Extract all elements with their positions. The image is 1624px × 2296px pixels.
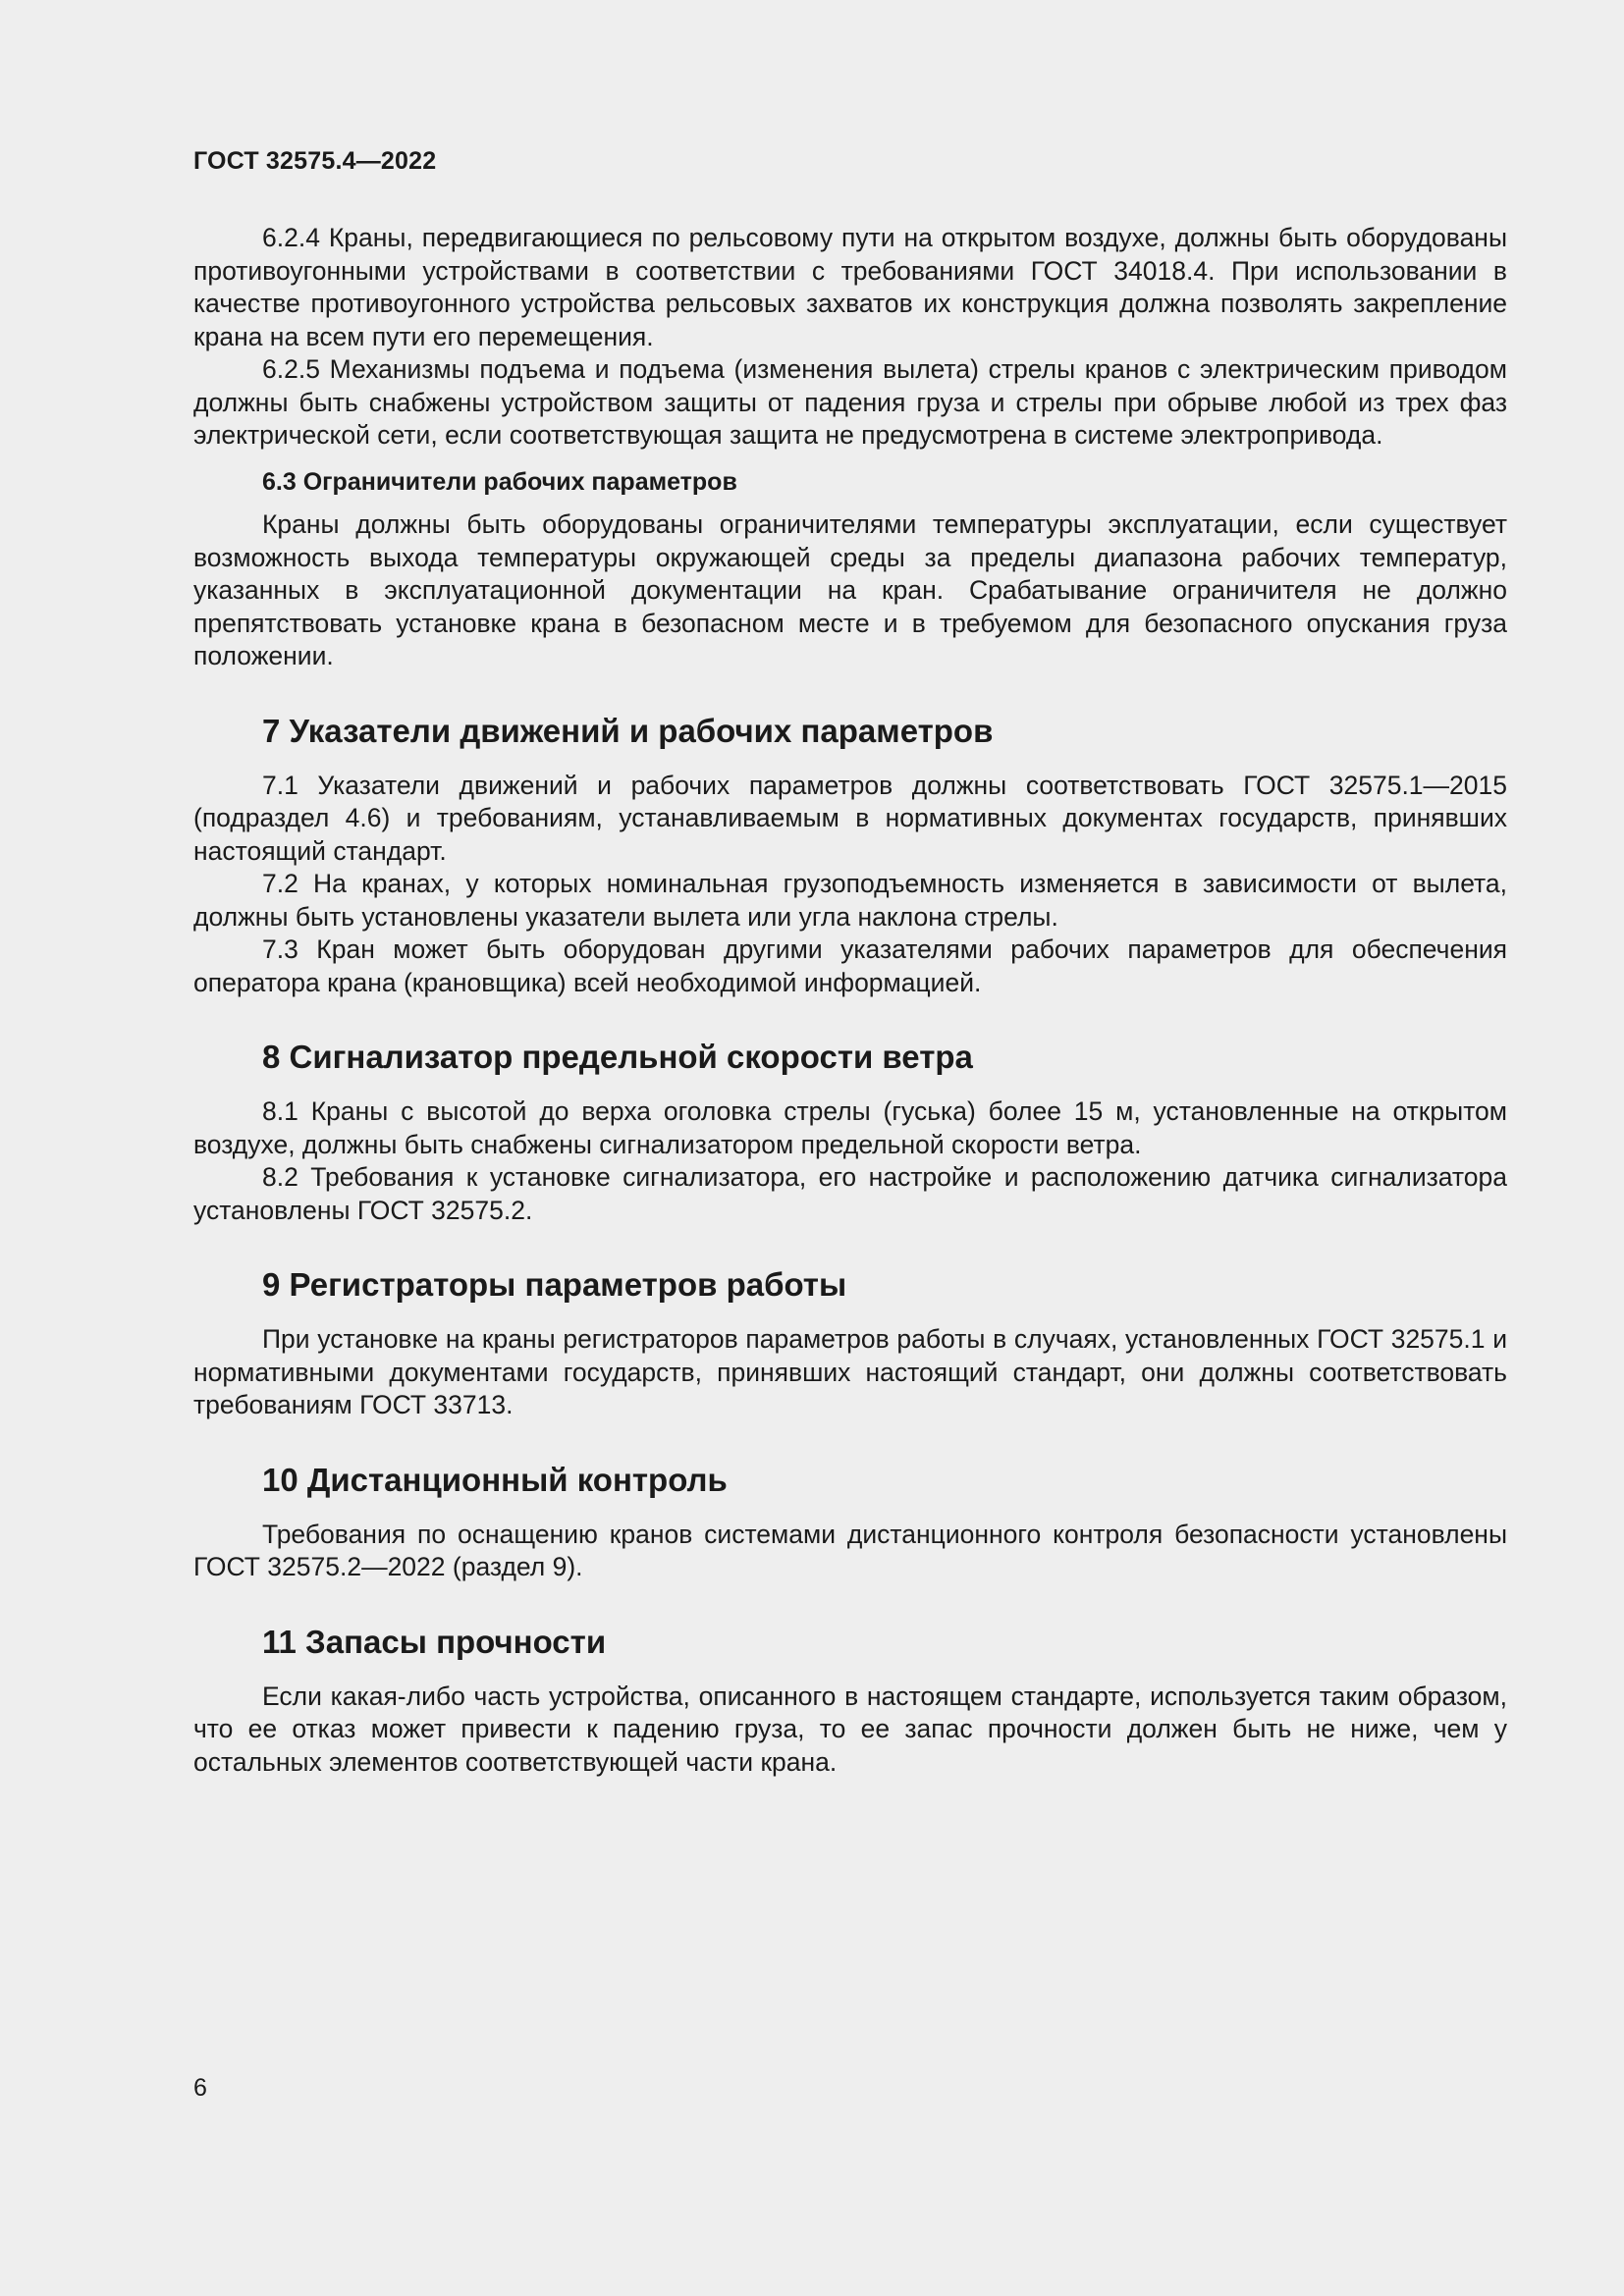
section-heading-8: 8 Сигнализатор предельной скорости ветра — [262, 1039, 973, 1075]
paragraph-7-2: 7.2 На кранах, у которых номинальная грузоподъемность изменяется в зависимости от вылета, должны быть установлены указатели вылета или угла наклона стрелы. — [193, 869, 1507, 932]
paragraph-9: При установке на краны регистраторов параметров работы в случаях, установленных ГОСТ 32575.1 и нормативными документами государств, принявших настоящий стандарт, они должны соответствовать требованиям ГОСТ 33713. — [193, 1324, 1507, 1419]
paragraph-7-3: 7.3 Кран может быть оборудован другими указателями рабочих параметров для обеспечения оператора крана (крановщика) всей необходимой информацией. — [193, 934, 1507, 997]
paragraph-6-2-4: 6.2.4 Краны, передвигающиеся по рельсовому пути на открытом воздухе, должны быть оборудованы противоугонными устройствами в соответствии с требованиями ГОСТ 34018.4. При использовании в качестве противоугонного устройства рельсовых захватов их конструкция должна позволять закрепление крана на всем пути его перемещения. — [193, 223, 1507, 351]
section-heading-9: 9 Регистраторы параметров работы — [262, 1266, 847, 1303]
section-heading-11: 11 Запасы прочности — [262, 1623, 607, 1660]
paragraph-8-1: 8.1 Краны с высотой до верха оголовка стрелы (гуська) более 15 м, установленные на открытом воздухе, должны быть снабжены сигнализатором предельной скорости ветра. — [193, 1096, 1507, 1159]
paragraph-10: Требования по оснащению кранов системами дистанционного контроля безопасности установлены ГОСТ 32575.2—2022 (раздел 9). — [193, 1519, 1507, 1581]
paragraph-11: Если какая-либо часть устройства, описанного в настоящем стандарте, используется таким образом, что ее отказ может привести к падению груза, то ее запас прочности должен быть не ниже, чем у остальных элементов соответствующей части крана. — [193, 1681, 1507, 1777]
document-code-header: ГОСТ 32575.4—2022 — [193, 147, 437, 175]
page-number: 6 — [193, 2074, 207, 2102]
paragraph-7-1: 7.1 Указатели движений и рабочих параметров должны соответствовать ГОСТ 32575.1—2015 (подраздел 4.6) и требованиям, устанавливаемым в нормативных документах государств, принявших настоящий стандарт. — [193, 770, 1507, 866]
paragraph-8-2: 8.2 Требования к установке сигнализатора, его настройке и расположению датчика сигнализатора установлены ГОСТ 32575.2. — [193, 1162, 1507, 1225]
section-heading-10: 10 Дистанционный контроль — [262, 1461, 728, 1498]
document-body — [193, 222, 1507, 1779]
paragraph-6-2-5: 6.2.5 Механизмы подъема и подъема (изменения вылета) стрелы кранов с электрическим приводом должны быть снабжены устройством защиты от падения груза и стрелы при обрыве любой из трех фаз электрической сети, если соответствующая защита не предусмотрена в системе электропривода. — [193, 354, 1507, 450]
subsection-heading-6-3: 6.3 Ограничители рабочих параметров — [262, 467, 737, 496]
section-heading-7: 7 Указатели движений и рабочих параметров — [262, 712, 994, 749]
paragraph-6-3: Краны должны быть оборудованы ограничителями температуры эксплуатации, если существует возможность выхода температуры окружающей среды за пределы диапазона рабочих температур, указанных в эксплуатационной документации на кран. Срабатывание ограничителя не должно препятствовать установке крана в безопасном месте и в требуемом для безопасного опускания груза положении. — [193, 509, 1507, 670]
